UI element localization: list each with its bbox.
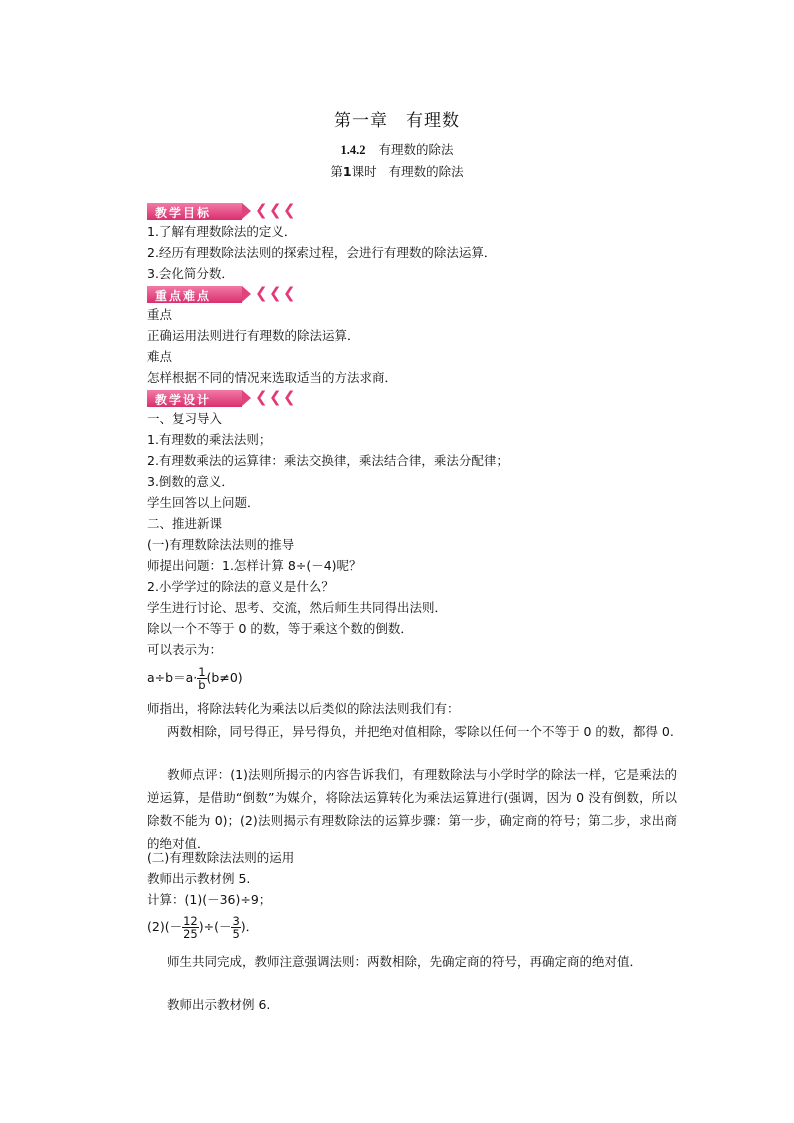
division-rule: 两数相除，同号得正，异号得负，并把绝对值相除，零除以任何一个不等于 0 的数，都得 0.: [167, 724, 674, 739]
lesson-suffix: 课时: [351, 164, 377, 179]
calc2-fraction-1: [182, 915, 199, 940]
chapter-label: 第一章: [334, 111, 388, 131]
fraction-numerator: 3: [232, 914, 240, 928]
lesson-name: 有理数的除法: [388, 164, 464, 179]
calc2-prefix: (2)(－: [147, 919, 183, 934]
teacher-question-2: 2.小学学过的除法的意义是什么？: [147, 579, 334, 594]
focus-label: 重点: [147, 307, 173, 322]
teacher-point: 师指出，将除法转化为乘法以后类似的除法法则我们有：: [147, 701, 460, 716]
section-title: [0, 140, 794, 158]
review-item: 1.有理数的乘法法则；: [147, 432, 272, 447]
fraction-denominator: 5: [232, 927, 240, 941]
formula-left: a÷b＝a·: [147, 670, 198, 685]
banner-label: 教学目标: [155, 206, 212, 220]
chapter-topic: 有理数: [406, 111, 460, 131]
lesson-number: 1: [342, 164, 352, 179]
chevron-left-icon: ❮: [283, 284, 296, 302]
teacher-comment: [147, 763, 677, 855]
review-item: 3.倒数的意义．: [147, 474, 234, 489]
can-express-text: 可以表示为：: [147, 642, 223, 657]
banner-label: 重点难点: [155, 289, 212, 303]
section-name: 有理数的除法: [378, 142, 454, 157]
calc-1: 计算：(1)(－36)÷9；: [147, 892, 272, 907]
focus-text: 正确运用法则进行有理数的除法运算．: [147, 328, 360, 343]
calc2-mid: )÷(－: [198, 919, 232, 934]
sub1-heading: (一)有理数除法法则的推导: [147, 537, 295, 552]
chevron-left-icon: ❮: [283, 201, 296, 219]
review-heading: 一、复习导入: [147, 411, 223, 426]
division-formula: [147, 663, 677, 693]
division-rule-text: 除以一个不等于 0 的数，等于乘这个数的倒数．: [147, 621, 413, 636]
chevron-left-icon: ❮: [255, 388, 268, 406]
chevron-left-icon: ❮: [269, 388, 282, 406]
discussion-text: 学生进行讨论、思考、交流，然后师生共同得出法则．: [147, 600, 448, 615]
sub2-heading: (二)有理数除法法则的运用: [147, 850, 295, 865]
design-banner: [147, 390, 297, 407]
calc2-fraction-2: [231, 915, 240, 940]
fraction-denominator: b: [198, 678, 206, 692]
fraction-numerator: 12: [183, 914, 198, 928]
formula-fraction: [197, 666, 206, 691]
chapter-title: [0, 106, 794, 131]
chevron-left-icon: ❮: [269, 201, 282, 219]
calc2-suffix: )．: [240, 919, 259, 934]
example-5: 教师出示教材例 5.: [147, 871, 251, 886]
goal-item: 2.经历有理数除法法则的探索过程，会进行有理数的除法运算．: [147, 245, 497, 260]
goals-banner: [147, 203, 297, 220]
together-paragraph: [147, 950, 677, 973]
lesson-title: [0, 162, 794, 180]
fraction-denominator: 25: [183, 927, 198, 941]
section-number: 1.4.2: [340, 143, 366, 157]
banner-label: 教学设计: [155, 393, 212, 407]
example-6-text: 教师出示教材例 6.: [167, 997, 271, 1012]
chevron-left-icon: ❮: [255, 201, 268, 219]
chevron-left-icon: ❮: [255, 284, 268, 302]
example-6: [147, 995, 677, 1015]
chevron-left-icon: ❮: [269, 284, 282, 302]
goal-item: 1.了解有理数除法的定义．: [147, 224, 297, 239]
difficulty-label: 难点: [147, 349, 173, 364]
review-answer: 学生回答以上问题．: [147, 495, 260, 510]
chevron-left-icon: ❮: [283, 388, 296, 406]
difficulty-text: 怎样根据不同的情况来选取适当的方法求商．: [147, 370, 398, 385]
calc-2: [147, 910, 677, 944]
review-item: 2.有理数乘法的运算律：乘法交换律，乘法结合律，乘法分配律；: [147, 453, 509, 468]
fraction-numerator: 1: [198, 665, 206, 679]
teacher-question-1: 师提出问题：1.怎样计算 8÷(－4)呢？: [147, 558, 362, 573]
goal-item: 3.会化简分数．: [147, 266, 234, 281]
formula-right: (b≠0): [206, 670, 243, 685]
division-rule-paragraph: [147, 720, 677, 743]
new-lesson-heading: 二、推进新课: [147, 516, 223, 531]
keypoints-banner: [147, 286, 297, 303]
comment-text: 教师点评：(1)法则所揭示的内容告诉我们，有理数除法与小学时学的除法一样，它是乘法的逆运算，是借助“倒数”为媒介，将除法运算转化为乘法运算进行(强调，因为 0 没有倒数，所以除数不能为 0)；(2)法则揭示有理数除法的运算步骤：第一步，确定商的符号；第二步，求出商的绝对值．: [147, 767, 677, 851]
together-text: 师生共同完成，教师注意强调法则：两数相除，先确定商的符号，再确定商的绝对值．: [167, 954, 643, 969]
lesson-prefix: 第: [330, 164, 343, 179]
